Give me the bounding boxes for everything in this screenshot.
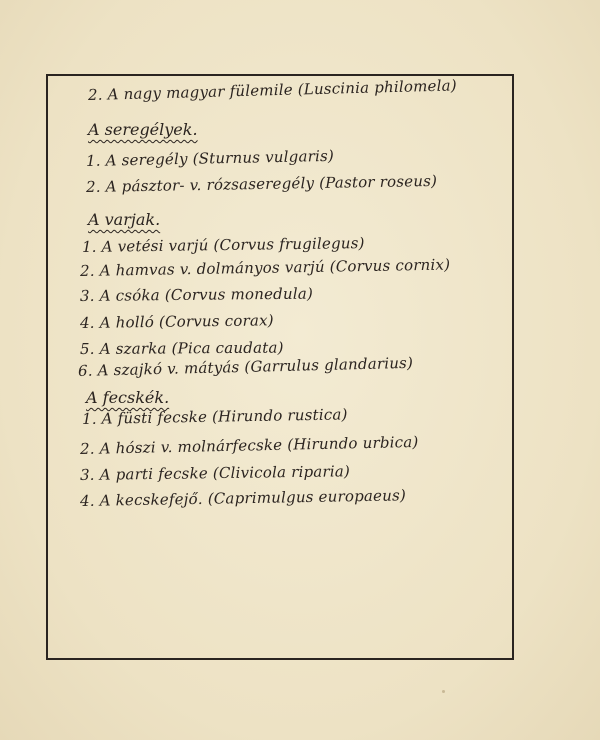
list-item: 1. A vetési varjú (Corvus frugilegus) (81, 234, 365, 256)
list-item: 2. A pásztor- v. rózsaseregély (Pastor roseus) (85, 171, 438, 196)
section-heading: A fecskék. (86, 388, 170, 407)
section-heading: A varjak. (88, 210, 161, 229)
list-item: 2. A hamvas v. dolmányos varjú (Corvus cornix) (79, 255, 451, 280)
list-item: 3. A csóka (Corvus monedula) (79, 284, 314, 305)
list-item: 2. A nagy magyar fülemile (Luscinia philomela) (87, 76, 458, 104)
list-item: 1. A füsti fecske (Hirundo rustica) (81, 405, 348, 428)
list-item: 2. A hószi v. molnárfecske (Hirundo urbica) (79, 432, 419, 458)
list-item: 6. A szajkó v. mátyás (Garrulus glandarius) (77, 353, 414, 380)
list-item: 5. A szarka (Pica caudata) (79, 338, 284, 358)
list-item: 1. A seregély (Sturnus vulgaris) (85, 146, 335, 170)
list-item: 4. A kecskefejő. (Caprimulgus europaeus) (79, 486, 407, 510)
list-item: 3. A parti fecske (Clivicola riparia) (79, 462, 351, 484)
paper-spot (442, 690, 445, 693)
section-heading: A seregélyek. (88, 120, 198, 139)
list-item: 4. A holló (Corvus corax) (79, 311, 274, 332)
